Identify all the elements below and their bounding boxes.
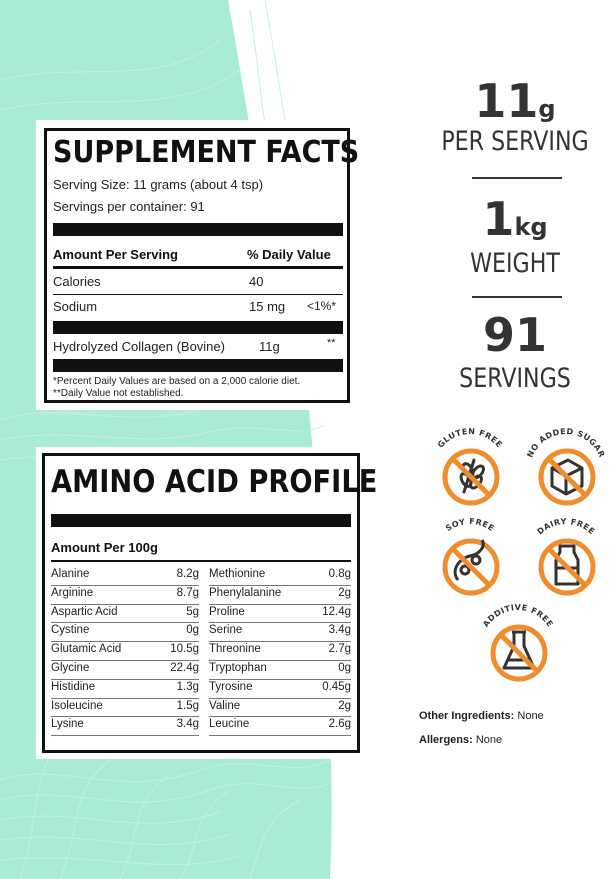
stat-serving-unit: g [538, 95, 556, 123]
servings-value: 91 [190, 199, 205, 214]
stat-weight-unit: kg [514, 213, 548, 241]
supplement-facts-panel [36, 120, 358, 410]
amino-acid-value: 5g [186, 605, 199, 618]
thick-divider [53, 359, 343, 372]
footnote-daily-values: *Percent Daily Values are based on a 2,000 calorie diet. [53, 376, 301, 387]
amino-acid-name: Isoleucine [51, 699, 103, 712]
amino-acid-name: Histidine [51, 680, 96, 693]
row-divider [209, 585, 351, 586]
amino-acid-name: Cystine [51, 624, 90, 637]
thick-divider [51, 514, 351, 527]
stat-serving-number [450, 74, 580, 128]
amino-acid-value: 2g [338, 699, 351, 712]
medium-divider [53, 266, 343, 269]
supplement-facts-title: SUPPLEMENT FACTS [53, 135, 360, 170]
badge-label: SOY FREE [444, 516, 496, 534]
dairy-free-badge [516, 510, 616, 610]
amino-acid-name: Aspartic Acid [51, 605, 118, 618]
row-divider [209, 698, 351, 699]
amino-acid-value: 0g [186, 624, 199, 637]
thick-divider [53, 321, 343, 334]
stat-serving-label: PER SERVING [441, 126, 589, 157]
daily-value-header: % Daily Value [247, 247, 331, 262]
stat-weight-value: 1 [482, 192, 515, 246]
serving-size-label: Serving Size: [53, 177, 130, 192]
gluten-free-badge [420, 420, 520, 520]
badge-label: ADDITIVE FREE [481, 602, 555, 629]
amino-acid-name: Leucine [209, 718, 250, 731]
medium-divider [51, 560, 351, 562]
allergens-value: None [475, 734, 503, 746]
amino-acid-title: AMINO ACID PROFILE [51, 464, 378, 500]
additive-free-badge [468, 596, 568, 696]
collagen-dv: ** [327, 337, 336, 349]
other-ingredients [419, 710, 544, 722]
amino-acid-value: 1.3g [176, 680, 199, 693]
stat-divider [472, 177, 562, 179]
row-divider [209, 622, 351, 623]
amino-acid-value: 12.4g [322, 605, 351, 618]
sodium-name: Sodium [53, 299, 98, 314]
stat-weight-number [450, 192, 580, 246]
row-divider [51, 660, 199, 661]
servings-label: Servings per container: [53, 199, 187, 214]
calories-amount: 40 [249, 274, 264, 289]
no-added-sugar-badge [516, 420, 616, 520]
stat-weight-label: WEIGHT [470, 248, 560, 279]
row-divider [51, 679, 199, 680]
amino-acid-name: Methionine [209, 568, 266, 580]
amino-acid-value: 0g [338, 662, 351, 674]
other-ingredients-label: Other Ingredients: [419, 710, 515, 722]
stat-servings-number [450, 308, 580, 362]
amino-acid-name: Tryptophan [209, 662, 267, 674]
amino-acid-value: 2g [338, 586, 351, 599]
amino-acid-name: Lysine [51, 718, 84, 731]
collagen-name: Hydrolyzed Collagen (Bovine) [53, 339, 225, 354]
sodium-dv: <1%* [307, 299, 337, 313]
row-divider [51, 735, 199, 736]
serving-size-row [53, 177, 263, 192]
amino-acid-value: 3.4g [176, 718, 199, 731]
row-divider [51, 585, 199, 586]
servings-row [53, 199, 205, 214]
amino-acid-value: 2.7g [328, 643, 351, 656]
row-divider [209, 660, 351, 661]
row-divider [51, 698, 199, 699]
amino-acid-value: 0.8g [328, 568, 351, 580]
amino-acid-panel [36, 447, 378, 759]
amino-acid-value: 2.6g [328, 718, 351, 731]
amino-acid-value: 8.2g [176, 568, 199, 580]
amino-acid-name: Valine [209, 699, 241, 712]
stat-serving-value: 11 [474, 74, 539, 128]
amino-table [51, 566, 351, 746]
badge-label: DAIRY FREE [535, 516, 597, 537]
collagen-amount: 11g [259, 339, 280, 354]
row-divider [209, 735, 351, 736]
row-divider [51, 622, 199, 623]
row-divider [51, 641, 199, 642]
row-divider [209, 679, 351, 680]
sodium-amount: 15 mg [249, 299, 286, 314]
amino-acid-value: 10.5g [170, 643, 199, 656]
row-divider [209, 716, 351, 717]
amino-acid-name: Threonine [209, 643, 261, 656]
row-divider [209, 604, 351, 605]
calories-name: Calories [53, 274, 101, 289]
soy-free-badge [420, 510, 520, 610]
amount-per-100g-header: Amount Per 100g [51, 540, 158, 555]
amino-acid-name: Glutamic Acid [51, 643, 122, 656]
serving-size-value: 11 grams (about 4 tsp) [133, 177, 264, 192]
amino-acid-value: 8.7g [176, 586, 199, 599]
amino-acid-name: Glycine [51, 662, 90, 674]
stat-divider [472, 296, 562, 298]
amino-acid-value: 3.4g [328, 624, 351, 637]
badge-label: GLUTEN FREE [436, 426, 505, 450]
amount-per-serving-header: Amount Per Serving [53, 247, 178, 262]
badge-label: NO ADDED SUGAR [525, 426, 607, 459]
row-divider [51, 604, 199, 605]
amino-acid-name: Alanine [51, 568, 90, 580]
amino-acid-value: 22.4g [170, 662, 199, 674]
stat-servings-label: SERVINGS [459, 363, 571, 394]
amino-acid-name: Proline [209, 605, 245, 618]
amino-acid-name: Phenylalanine [209, 586, 282, 599]
footnote-not-established: **Daily Value not established. [53, 388, 184, 399]
allergens [419, 734, 502, 746]
amino-acid-value: 1.5g [176, 699, 199, 712]
amino-acid-name: Arginine [51, 586, 94, 599]
row-divider [209, 641, 351, 642]
row-divider [53, 294, 343, 295]
row-divider [51, 716, 199, 717]
amino-acid-value: 0.45g [322, 680, 351, 693]
allergens-label: Allergens: [419, 734, 473, 746]
amino-acid-name: Tyrosine [209, 680, 253, 693]
thick-divider [53, 223, 343, 236]
stat-servings-value: 91 [482, 308, 547, 362]
other-ingredients-value: None [517, 710, 544, 722]
amino-acid-name: Serine [209, 624, 243, 637]
